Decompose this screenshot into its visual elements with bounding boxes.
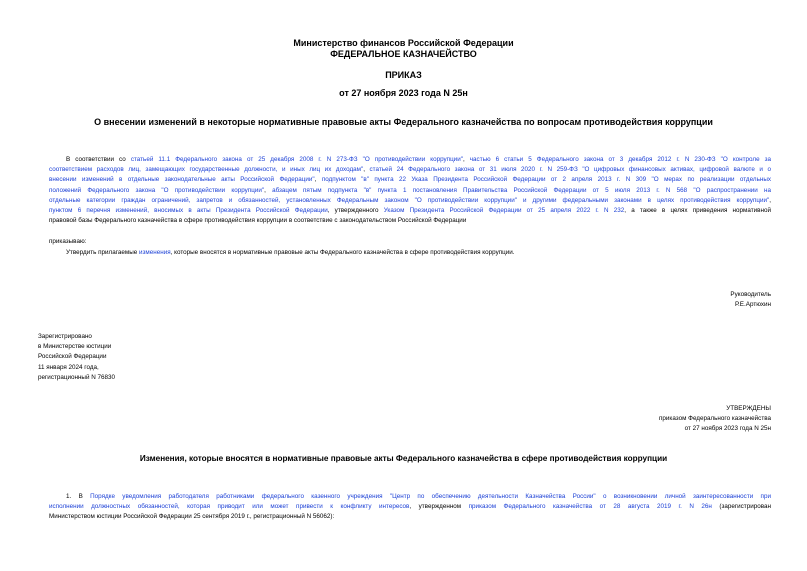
preamble-line: правовой базы Федерального казначейства в сфере противодействия коррупции в соответствие с законодательством Российской Федерации [49, 217, 467, 225]
order-link[interactable]: приказом Федерального казначейства от 28 августа 2019 г. N 26н [468, 503, 712, 511]
item-line [49, 492, 771, 502]
preamble [49, 155, 771, 226]
law-link[interactable]: статьей 11.1 Федерального закона от 25 декабря 2008 г. N 273-ФЗ "О противодействии коррупции" [130, 156, 463, 163]
item-line: Министерством юстиции Российской Федерации 25 сентября 2019 г., регистрационный N 56062): [49, 513, 335, 521]
document-date: от 27 ноября 2023 года N 25н [339, 88, 468, 98]
registration-line: регистрационный N 76830 [38, 373, 116, 381]
law-link[interactable]: внесении изменений в отдельные законодательные акты Российской Федерации" [49, 176, 315, 184]
preamble-text: , [363, 166, 370, 174]
signature-position: Руководитель [730, 291, 771, 298]
preamble-line [49, 175, 771, 185]
registration-line: в Министерстве юстиции [38, 343, 112, 351]
law-link[interactable]: частью 6 статьи 5 Федерального закона от 3 декабря 2012 г. N 230-ФЗ "О контроле за [469, 156, 772, 163]
order-keyword: приказываю: [49, 238, 87, 245]
order-text: , которые вносятся в нормативные правовые акты Федерального казначейства в сфере противодействия коррупции. [170, 249, 515, 256]
law-link[interactable]: отдельные категории граждан ограничений, запретов и обязанностей, установленных Федеральным законом "О противодействии коррупции" и другими федеральными законами в целях противодействия коррупции" [49, 196, 770, 204]
preamble-text: , [769, 196, 771, 204]
changes-item-1 [49, 492, 771, 523]
preamble-line [49, 206, 771, 216]
preamble-text: , [462, 156, 470, 163]
law-link[interactable]: пунктом 6 перечня изменений, вносимых в акты Президента Российской Федерации [49, 207, 328, 215]
approval-line: от 27 ноября 2023 года N 25н [684, 425, 771, 433]
preamble-line [49, 196, 771, 206]
law-link[interactable]: подпунктом "в" пункта 22 Указа Президента Российской Федерации от 2 апреля 2013 г. N 309 "О мерах по реализации отдельных [321, 176, 771, 184]
ministry-heading: Министерство финансов Российской Федерации [293, 38, 514, 48]
procedure-link[interactable]: Порядке уведомления работодателя работниками федерального казенного учреждения "Центр по обеспечению деятельности Казначейства России" о возникновении личной заинтересованности при [90, 493, 771, 500]
registration-line: Российской Федерации [38, 353, 107, 361]
law-link[interactable]: Указом Президента Российской Федерации от 25 апреля 2022 г. N 232 [383, 207, 625, 215]
law-link[interactable]: абзацем пятым подпункта "в" пункта 1 постановления Правительства Российской Федерации от 5 июля 2013 г. N 568 "О распространении на [272, 186, 772, 194]
registration-line: Зарегистрировано [38, 333, 92, 340]
registration-block [38, 332, 115, 383]
law-link[interactable]: положений Федерального закона "О противодействии коррупции" [49, 186, 265, 194]
approval-line: приказом Федерального казначейства [659, 415, 771, 423]
item-text: 1. В [66, 493, 91, 500]
changes-title: Изменения, которые вносятся в нормативные правовые акты Федерального казначейства в сфере противодействия коррупции [139, 454, 668, 463]
preamble-line [49, 155, 771, 165]
item-line [49, 502, 771, 512]
preamble-line [49, 165, 771, 175]
preamble-text: В соответствии со [66, 156, 131, 163]
preamble-text: , утвержденного [327, 207, 384, 215]
changes-link[interactable]: изменения [139, 249, 171, 256]
item-text: , утвержденном [409, 503, 469, 511]
law-link[interactable]: статьей 24 Федерального закона от 31 июля 2020 г. N 259-ФЗ "О цифровых финансовых активах, цифровой валюте и о [369, 166, 771, 174]
document-title: О внесении изменений в некоторые нормативные правовые акты Федерального казначейства по вопросам противодействия коррупции [94, 117, 713, 127]
order-text: Утвердить прилагаемые [66, 249, 139, 256]
approval-line: УТВЕРЖДЕНЫ [726, 405, 771, 412]
preamble-text: , [314, 176, 322, 184]
agency-heading: ФЕДЕРАЛЬНОЕ КАЗНАЧЕЙСТВО [330, 49, 477, 59]
procedure-link[interactable]: исполнении должностных обязанностей, которая приводит или может привести к конфликту интересов [49, 503, 410, 511]
preamble-line [49, 186, 771, 196]
signature-name: Р.Е.Артюхин [735, 301, 771, 308]
preamble-text: , а также в целях приведения нормативной [624, 207, 771, 215]
approval-block [659, 404, 771, 435]
order-item [66, 248, 771, 258]
item-text: (зарегистрирован [711, 503, 771, 511]
registration-line: 11 января 2024 года, [38, 363, 99, 371]
law-link[interactable]: соответствием расходов лиц, замещающих государственные должности, и иных лиц их доходам" [49, 166, 364, 174]
preamble-text: , [264, 186, 273, 194]
document-type: ПРИКАЗ [385, 70, 422, 80]
